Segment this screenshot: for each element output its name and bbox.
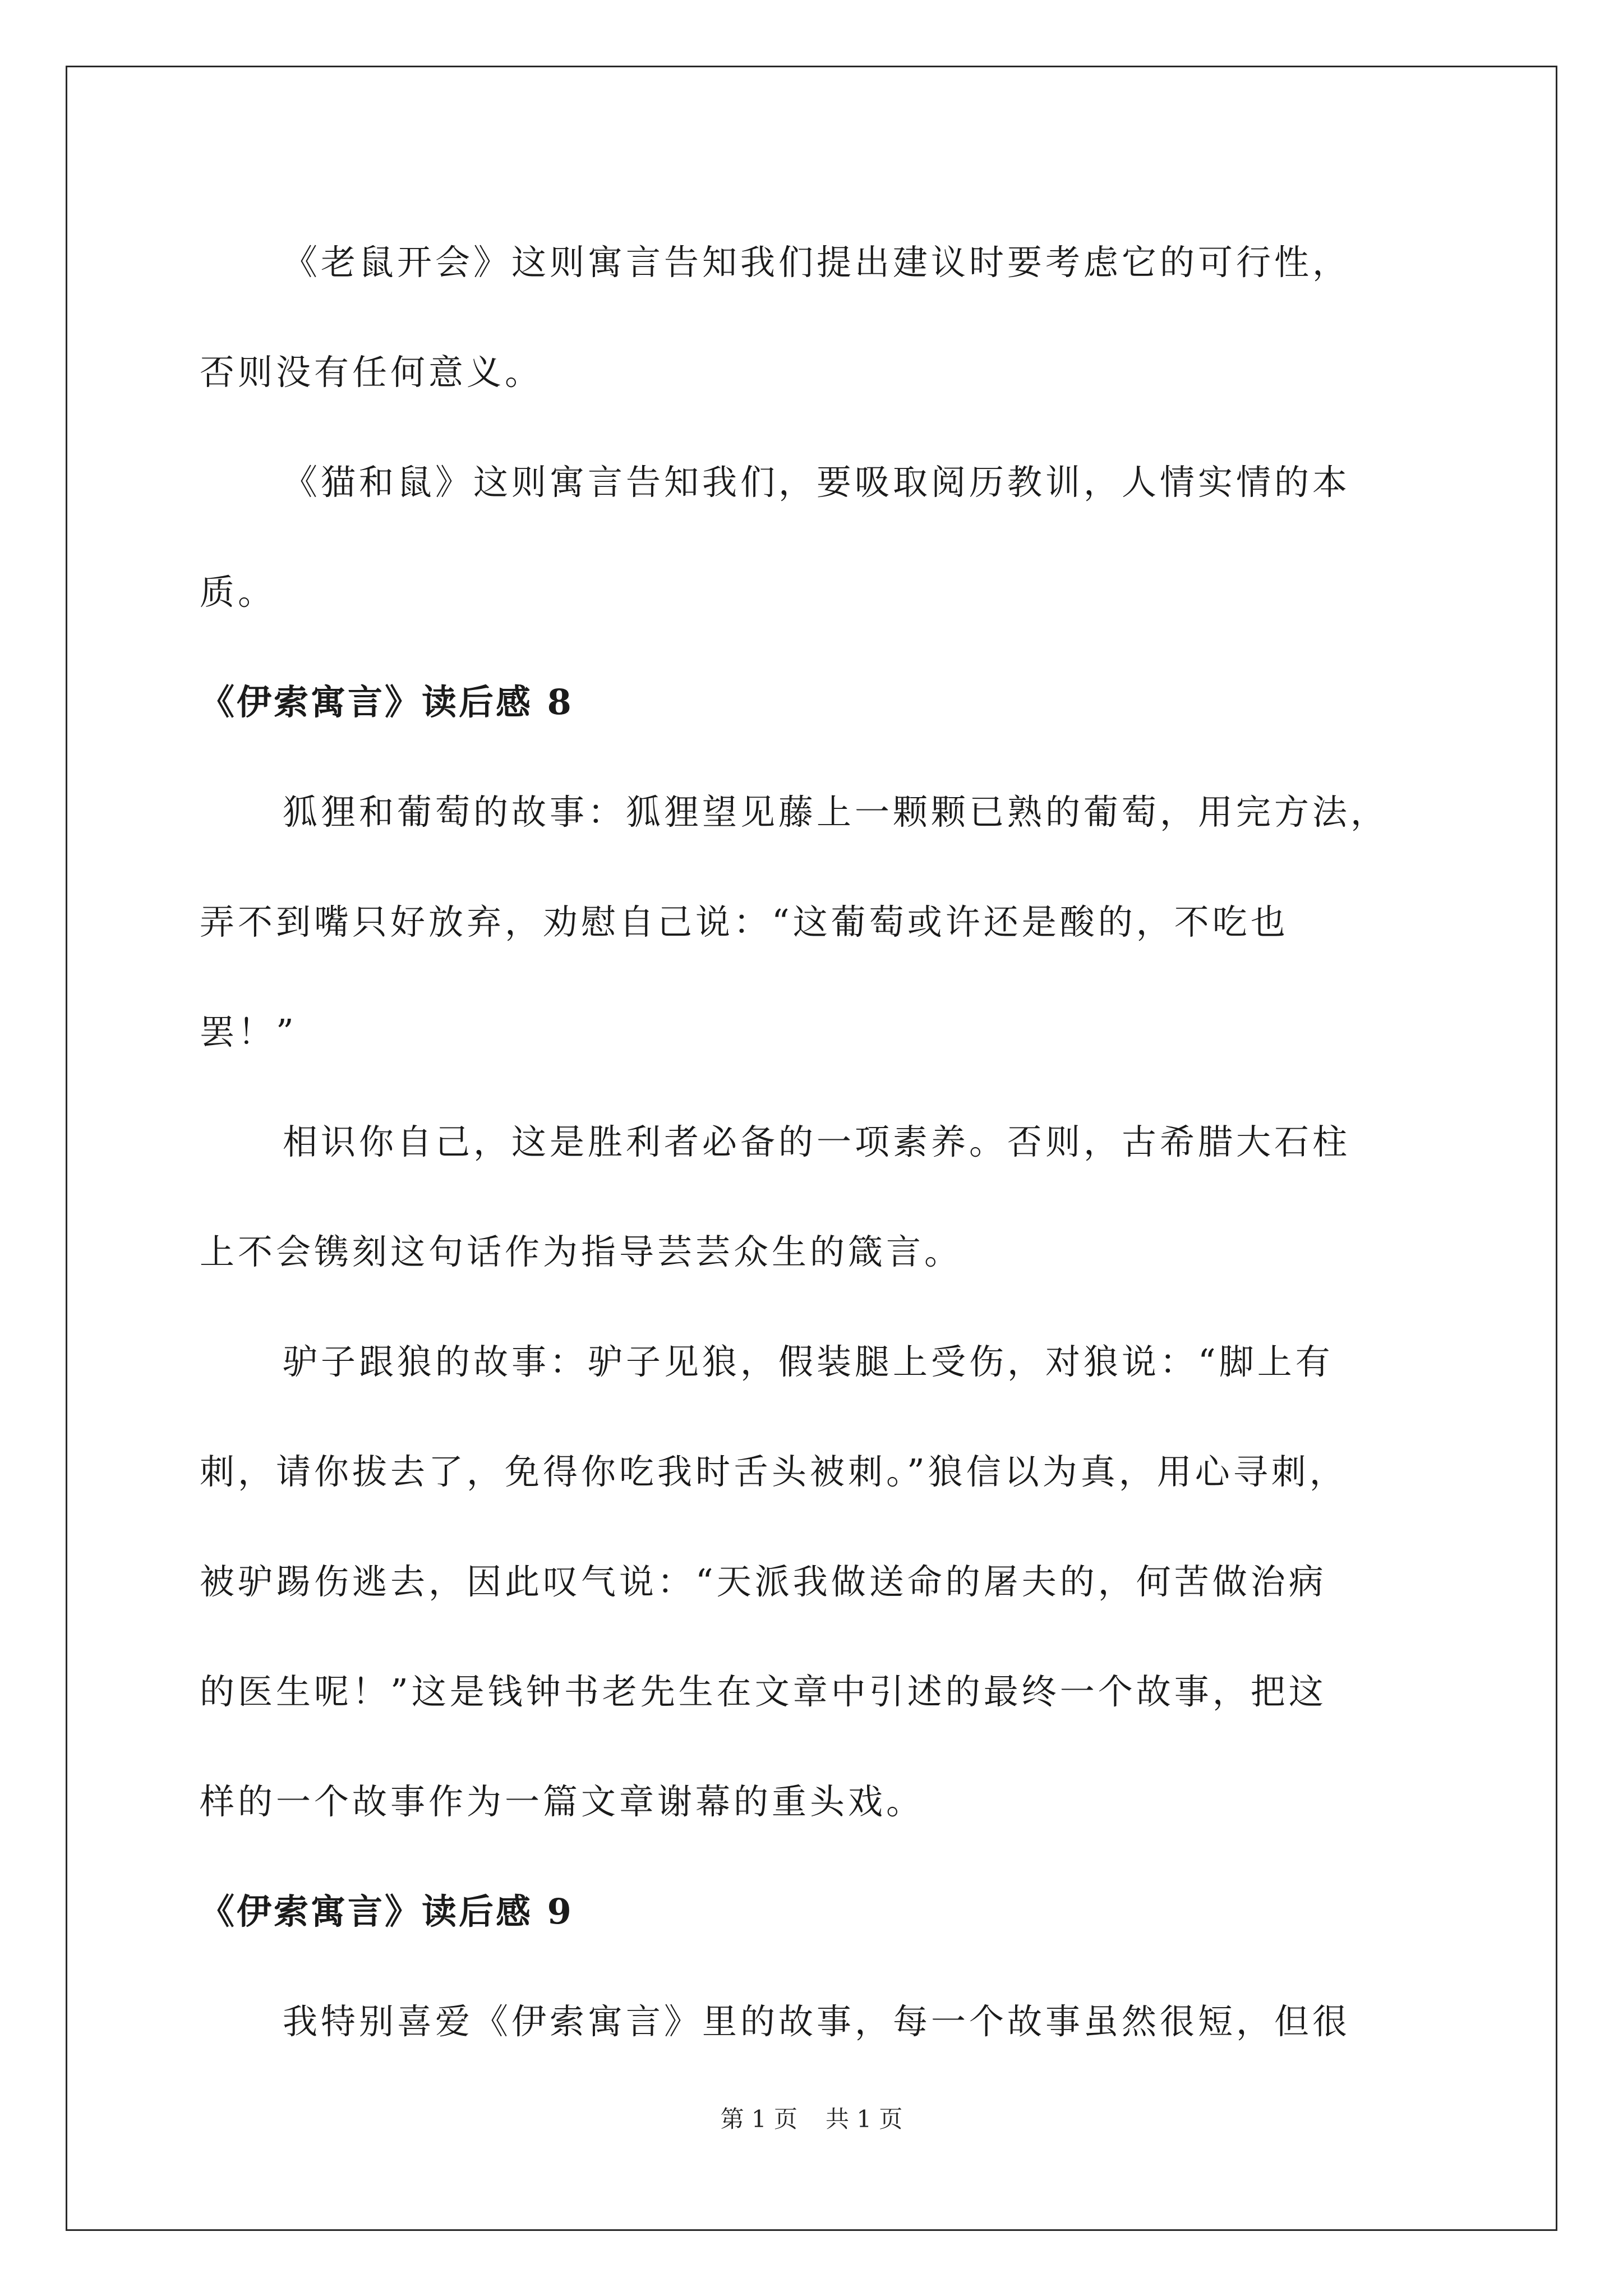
paragraph	[200, 208, 1433, 427]
text-line: 驴子跟狼的故事：驴子见狼，假装腿上受伤，对狼说：“脚上有	[283, 1341, 1334, 1382]
document-body	[200, 208, 1433, 2077]
text-line: 上不会镌刻这句话作为指导芸芸众生的箴言。	[200, 1231, 963, 1272]
text-line: 相识你自己，这是胜利者必备的一项素养。否则，古希腊大石柱	[283, 1121, 1351, 1162]
text-line: 的医生呢！”这是钱钟书老先生在文章中引述的最终一个故事，把这	[200, 1671, 1327, 1712]
section-heading: 《伊索寓言》读后感 8	[200, 682, 574, 723]
text-line: 质。	[200, 572, 276, 613]
text-line: 《老鼠开会》这则寓言告知我们提出建议时要考虑它的可行性，	[283, 242, 1351, 283]
text-line: 刺，请你拔去了，免得你吃我时舌头被刺。”狼信以为真，用心寻刺，	[200, 1451, 1348, 1492]
text-line: 罢！”	[200, 1011, 297, 1052]
page-total: 共 1 页	[826, 2105, 903, 2133]
page-footer	[0, 2102, 1623, 2136]
section-heading: 《伊索寓言》读后感 9	[200, 1891, 574, 1932]
text-line: 我特别喜爱《伊索寓言》里的故事，每一个故事虽然很短，但很	[283, 2001, 1351, 2042]
text-line: 样的一个故事作为一篇文章谢幕的重头戏。	[200, 1781, 925, 1822]
paragraph	[200, 1087, 1433, 1307]
paragraph	[200, 757, 1433, 1087]
text-line: 否则没有任何意义。	[200, 352, 543, 393]
text-line: 被驴踢伤逃去，因此叹气说：“天派我做送命的屠夫的，何苦做治病	[200, 1561, 1327, 1602]
text-line: 弄不到嘴只好放弃，劝慰自己说：“这葡萄或许还是酸的，不吃也	[200, 901, 1289, 942]
paragraph	[200, 427, 1433, 647]
paragraph	[200, 1307, 1433, 1857]
text-line: 狐狸和葡萄的故事：狐狸望见藤上一颗颗已熟的葡萄，用完方法，	[283, 792, 1389, 832]
page-number: 第 1 页	[720, 2105, 797, 2133]
text-line: 《猫和鼠》这则寓言告知我们，要吸取阅历教训，人情实情的本	[283, 462, 1351, 503]
paragraph	[200, 1967, 1433, 2077]
